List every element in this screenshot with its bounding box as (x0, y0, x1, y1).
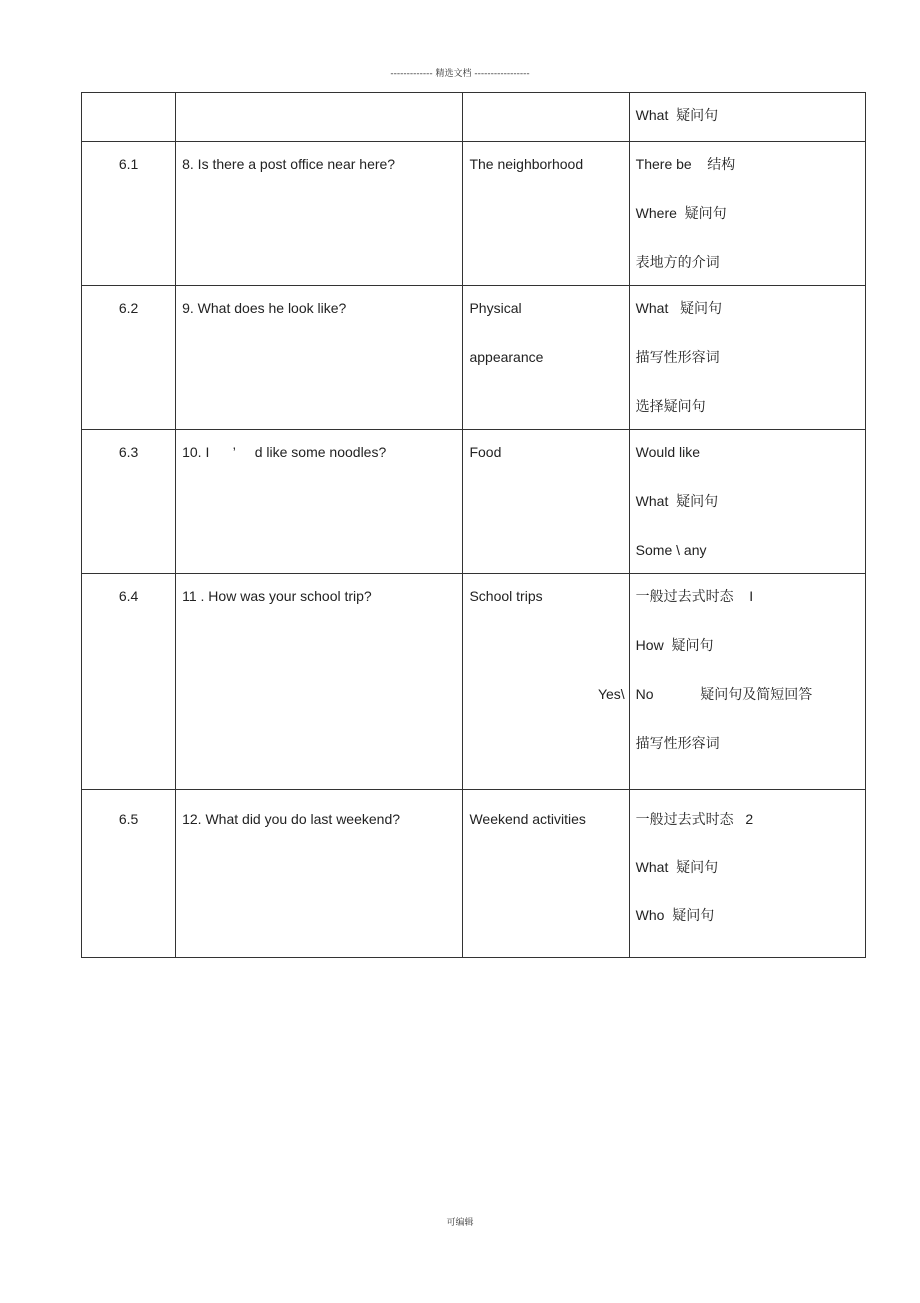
table-row (82, 286, 866, 430)
topic-cell (463, 574, 629, 790)
lesson-cell (82, 93, 176, 142)
grammar-item: 一般过去式时态 I (635, 588, 754, 604)
grammar-cell (629, 93, 865, 142)
grammar-item: What 疑问句 (635, 859, 719, 875)
grammar-prefix: Yes\ (597, 686, 625, 702)
topic-spacer (469, 637, 622, 686)
grammar-item: 表地方的介词 (635, 254, 720, 270)
grammar-item: 描写性形容词 (635, 349, 720, 365)
title-cell: 12. What did you do last weekend? (176, 790, 463, 958)
lesson-cell: 6.5 (82, 790, 176, 958)
topic-cell (463, 93, 629, 142)
grammar-item: What 疑问句 (635, 493, 719, 509)
grammar-item: Where 疑问句 (635, 205, 727, 221)
grammar-item: How 疑问句 (635, 637, 714, 653)
topic-item: appearance (469, 349, 544, 365)
topic-item: Physical (469, 300, 522, 316)
topic-cell (463, 430, 629, 574)
topic-item: Weekend activities (469, 811, 586, 827)
grammar-item: Who 疑问句 (635, 907, 715, 923)
grammar-item: What 疑问句 (635, 300, 723, 316)
title-cell: 8. Is there a post office near here? (176, 142, 463, 286)
topic-cell (463, 142, 629, 286)
topic-cell (463, 790, 629, 958)
grammar-item: 选择疑问句 (635, 398, 706, 414)
lesson-cell: 6.1 (82, 142, 176, 286)
topic-item: The neighborhood (469, 156, 584, 172)
title-cell (176, 93, 463, 142)
table-row (82, 93, 866, 142)
lesson-cell: 6.3 (82, 430, 176, 574)
grammar-item: There be 结构 (635, 156, 736, 172)
grammar-cell (629, 286, 865, 430)
table-row (82, 574, 866, 790)
grammar-item: Would like (635, 444, 700, 460)
grammar-item: 一般过去式时态 2 (635, 811, 754, 827)
grammar-cell (629, 142, 865, 286)
grammar-item: What 疑问句 (635, 107, 719, 123)
title-cell: 9. What does he look like? (176, 286, 463, 430)
grammar-cell (629, 574, 865, 790)
title-cell: 11 . How was your school trip? (176, 574, 463, 790)
grammar-item: No 疑问句及简短回答 (635, 686, 813, 702)
topic-cell (463, 286, 629, 430)
page-header: ------------- 精选文档 ----------------- (390, 69, 530, 79)
table-row (82, 430, 866, 574)
syllabus-table (81, 92, 866, 958)
title-cell: 10. I ’ d like some noodles? (176, 430, 463, 574)
grammar-cell (629, 430, 865, 574)
lesson-cell: 6.4 (82, 574, 176, 790)
grammar-cell (629, 790, 865, 958)
topic-item: Food (469, 444, 502, 460)
page-footer: 可编辑 (446, 1218, 474, 1228)
table-row (82, 142, 866, 286)
lesson-cell: 6.2 (82, 286, 176, 430)
grammar-item: 描写性形容词 (635, 735, 720, 751)
table-row (82, 790, 866, 958)
grammar-item: Some \ any (635, 542, 707, 558)
topic-item: School trips (469, 588, 543, 604)
